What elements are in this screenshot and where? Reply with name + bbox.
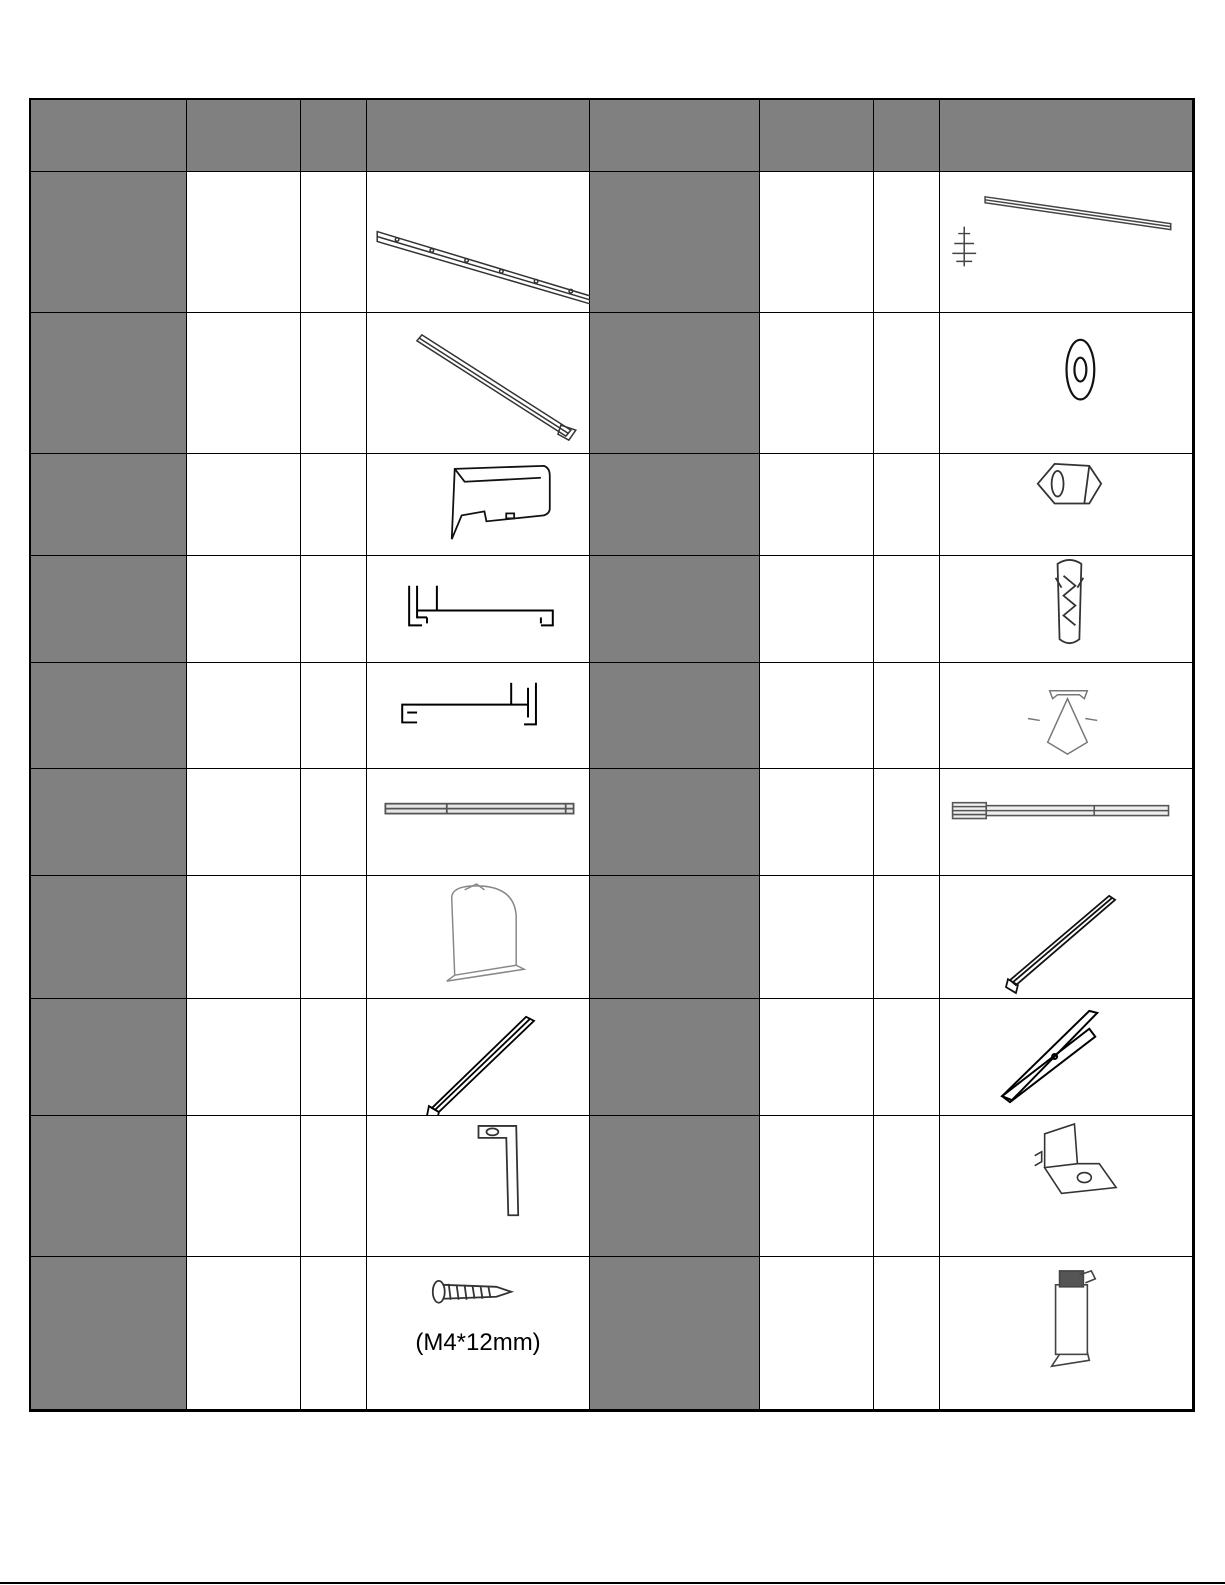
bar-with-handle-icon — [940, 769, 1192, 875]
clip-bracket-icon — [940, 663, 1192, 768]
unit-cell — [874, 876, 940, 999]
table-header-cell — [31, 100, 187, 172]
unit-cell — [301, 313, 367, 454]
part-illustration-cell — [940, 663, 1193, 769]
part-name-cell — [590, 172, 760, 313]
cover-cap-icon — [367, 876, 589, 998]
unit-cell — [874, 769, 940, 876]
quantity-cell — [187, 556, 301, 663]
part-illustration-cell — [940, 769, 1193, 876]
part-name-cell — [31, 172, 187, 313]
part-name-cell — [31, 1257, 187, 1410]
quantity-cell — [187, 876, 301, 999]
quantity-cell — [760, 769, 874, 876]
wall-plug-icon — [940, 556, 1192, 662]
unit-cell — [874, 1257, 940, 1410]
part-illustration-cell — [367, 769, 590, 876]
part-illustration-cell — [367, 454, 590, 556]
quantity-cell — [187, 663, 301, 769]
quantity-cell — [187, 454, 301, 556]
unit-cell — [874, 454, 940, 556]
part-name-cell — [590, 1116, 760, 1257]
unit-cell — [874, 1116, 940, 1257]
quantity-cell — [760, 172, 874, 313]
part-name-cell — [31, 999, 187, 1116]
unit-cell — [301, 172, 367, 313]
long-rod-with-connector-icon — [940, 172, 1192, 312]
hex-nut-icon — [940, 454, 1192, 555]
profile-section-a-icon — [367, 556, 589, 662]
unit-cell — [874, 313, 940, 454]
unit-cell — [874, 556, 940, 663]
washer-icon — [940, 313, 1192, 453]
quantity-cell — [187, 1116, 301, 1257]
rail-profile-icon — [367, 313, 589, 453]
part-illustration-cell — [367, 876, 590, 999]
part-name-cell — [590, 769, 760, 876]
unit-cell — [301, 663, 367, 769]
part-illustration-cell — [940, 172, 1193, 313]
quantity-cell — [760, 454, 874, 556]
part-name-cell — [590, 454, 760, 556]
corner-bracket-icon — [940, 1116, 1192, 1256]
part-name-cell — [31, 454, 187, 556]
quantity-cell — [760, 1116, 874, 1257]
part-illustration-cell — [940, 1116, 1193, 1257]
part-name-cell — [590, 663, 760, 769]
unit-cell — [874, 172, 940, 313]
part-name-cell — [31, 769, 187, 876]
part-illustration-cell — [940, 876, 1193, 999]
part-illustration-cell — [367, 172, 590, 313]
unit-cell — [301, 769, 367, 876]
unit-cell — [301, 454, 367, 556]
unit-cell — [301, 1116, 367, 1257]
part-name-cell — [590, 313, 760, 454]
table-header-cell — [590, 100, 760, 172]
table-header-cell — [760, 100, 874, 172]
part-name-cell — [31, 556, 187, 663]
quantity-cell — [760, 876, 874, 999]
slim-channel-icon — [940, 876, 1192, 998]
part-illustration-cell — [940, 1257, 1193, 1410]
end-cap-icon — [367, 454, 589, 555]
part-name-cell — [31, 663, 187, 769]
quantity-cell — [187, 769, 301, 876]
page-footer-rule — [0, 1582, 1225, 1584]
l-bracket-icon — [367, 1116, 589, 1256]
quantity-cell — [760, 556, 874, 663]
part-name-cell — [590, 556, 760, 663]
unit-cell — [301, 999, 367, 1116]
part-illustration-cell — [367, 313, 590, 454]
part-name-cell — [31, 313, 187, 454]
quantity-cell — [187, 172, 301, 313]
part-illustration-cell — [367, 556, 590, 663]
table-header-cell — [301, 100, 367, 172]
parts-list-table — [29, 98, 1195, 1412]
part-name-cell — [590, 876, 760, 999]
part-illustration-cell — [940, 999, 1193, 1116]
angled-channel-icon — [367, 999, 589, 1115]
profile-section-b-icon — [367, 663, 589, 768]
unit-cell — [301, 876, 367, 999]
part-illustration-cell — [940, 313, 1193, 454]
part-illustration-cell — [940, 454, 1193, 556]
unit-cell — [874, 999, 940, 1116]
part-name-cell — [31, 1116, 187, 1257]
quantity-cell — [187, 999, 301, 1116]
quantity-cell — [187, 1257, 301, 1410]
screw-size-caption: (M4*12mm) — [415, 1329, 541, 1356]
unit-cell — [301, 556, 367, 663]
quantity-cell — [760, 1257, 874, 1410]
hanger-clip-icon — [940, 1257, 1192, 1409]
angle-iron-icon — [940, 999, 1192, 1115]
part-illustration-cell — [367, 999, 590, 1116]
quantity-cell — [760, 999, 874, 1116]
unit-cell — [301, 1257, 367, 1410]
table-header-cell — [874, 100, 940, 172]
table-header-cell — [940, 100, 1193, 172]
unit-cell — [874, 663, 940, 769]
part-illustration-cell — [940, 556, 1193, 663]
part-illustration-cell — [367, 1257, 590, 1410]
flat-bar-icon — [367, 769, 589, 875]
quantity-cell — [760, 313, 874, 454]
quantity-cell — [760, 663, 874, 769]
part-name-cell — [590, 999, 760, 1116]
quantity-cell — [187, 313, 301, 454]
part-name-cell — [31, 876, 187, 999]
part-illustration-cell — [367, 663, 590, 769]
part-illustration-cell — [367, 1116, 590, 1257]
table-header-cell — [187, 100, 301, 172]
mounting-rail-icon — [367, 172, 589, 312]
part-name-cell — [590, 1257, 760, 1410]
table-header-cell — [367, 100, 590, 172]
